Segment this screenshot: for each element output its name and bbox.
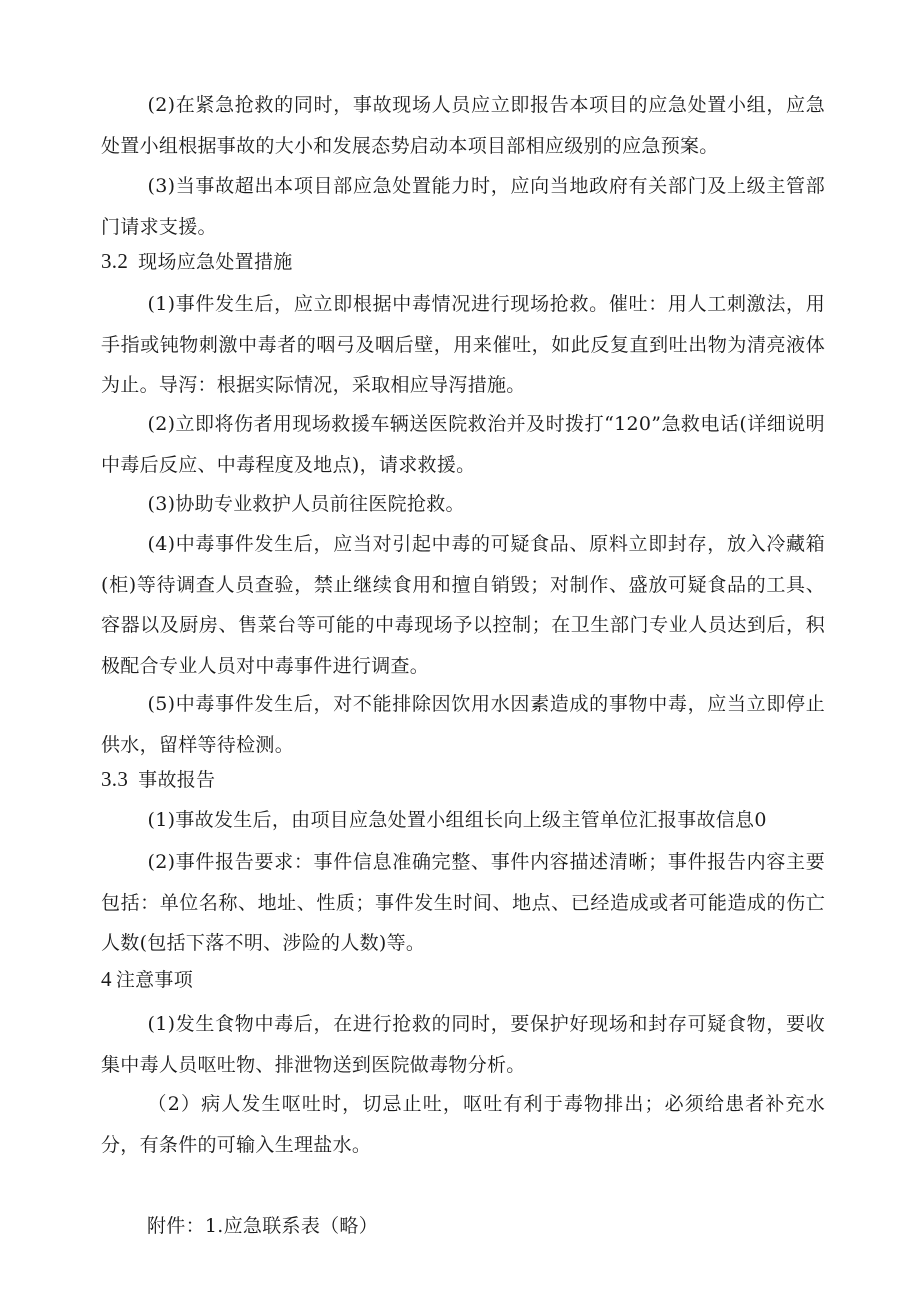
section-number: 3.3 — [101, 767, 129, 791]
section-heading-3-3 — [101, 764, 215, 795]
section-title: 现场应急处置措施 — [138, 251, 293, 273]
section-number: 4 — [101, 967, 112, 991]
attachment-note: 附件：1.应急联系表（略） — [147, 1215, 379, 1237]
section-title: 注意事项 — [115, 969, 194, 991]
section-title: 事故报告 — [138, 769, 216, 791]
paragraph-request-support: (3)当事故超出本项目部应急处置能力时，应向当地政府有关部门及上级主管部门请求支援。 — [101, 175, 825, 238]
paragraph-vomiting-care: （2）病人发生呕吐时，切忌止吐，呕吐有利于毒物排出；必须给患者补充水分，有条件的可输入生理盐水。 — [101, 1093, 825, 1156]
section-heading-4 — [101, 964, 193, 995]
paragraph-emergency-report: (2)在紧急抢救的同时，事故现场人员应立即报告本项目的应急处置小组，应急处置小组根据事故的大小和发展态势启动本项目部相应级别的应急预案。 — [101, 94, 825, 157]
paragraph-hospital-transfer: (2)立即将伤者用现场救援车辆送医院救治并及时拨打“120”急救电话(详细说明中毒后反应、中毒程度及地点)，请求救援。 — [101, 413, 825, 476]
paragraph-stop-water: (5)中毒事件发生后，对不能排除因饮用水因素造成的事物中毒，应当立即停止供水，留样等待检测。 — [101, 693, 825, 756]
paragraph-report-info: (1)事故发生后，由项目应急处置小组组长向上级主管单位汇报事故信息0 — [147, 809, 767, 831]
section-heading-3-2 — [101, 246, 293, 277]
paragraph-seal-food: (4)中毒事件发生后，应当对引起中毒的可疑食品、原料立即封存，放入冷藏箱(柜)等待调查人员查验，禁止继续食用和擅自销毁；对制作、盛放可疑食品的工具、容器以及厨房、售菜台等可能的中毒现场予以控制；在卫生部门专业人员达到后，积极配合专业人员对中毒事件进行调查。 — [101, 533, 825, 677]
paragraph-onsite-rescue: (1)事件发生后，应立即根据中毒情况进行现场抢救。催吐：用人工刺激法，用手指或钝物刺激中毒者的咽弓及咽后壁，用来催吐，如此反复直到吐出物为清亮液体为止。导泻：根据实际情况，采取相应导泻措施。 — [101, 293, 825, 396]
paragraph-preserve-evidence: (1)发生食物中毒后，在进行抢救的同时，要保护好现场和封存可疑食物，要收集中毒人员呕吐物、排泄物送到医院做毒物分析。 — [101, 1013, 825, 1076]
paragraph-report-requirements: (2)事件报告要求：事件信息准确完整、事件内容描述清晰；事件报告内容主要包括：单位名称、地址、性质；事件发生时间、地点、已经造成或者可能造成的伤亡人数(包括下落不明、涉险的人数)等。 — [101, 851, 825, 954]
paragraph-assist-rescuers: (3)协助专业救护人员前往医院抢救。 — [147, 493, 465, 515]
section-number: 3.2 — [101, 249, 129, 273]
